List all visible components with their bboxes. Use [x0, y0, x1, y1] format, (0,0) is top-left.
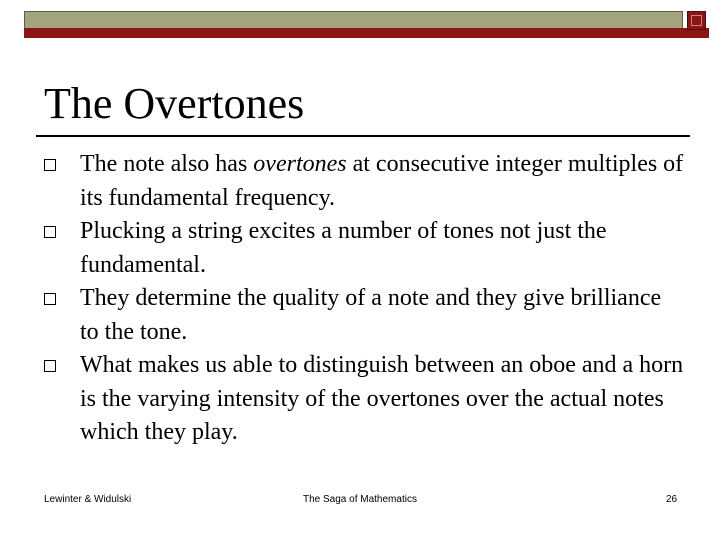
hollow-square-bullet-icon	[44, 360, 56, 372]
header-corner-square-icon	[687, 11, 706, 30]
bullet-text: Plucking a string excites a number of tones not just the fundamental.	[80, 218, 607, 278]
bullet-emphasis: overtones	[253, 151, 347, 177]
bullet-item	[44, 282, 684, 349]
title-divider	[36, 135, 690, 137]
hollow-square-bullet-icon	[44, 159, 56, 171]
footer-authors: Lewinter & Widulski	[44, 494, 132, 505]
header-decoration-maroon-bar	[24, 28, 709, 38]
bullet-item	[44, 349, 684, 450]
bullet-text: The note also has	[80, 151, 254, 177]
footer-book-title: The Saga of Mathematics	[303, 494, 417, 505]
slide-title: The Overtones	[44, 79, 305, 128]
hollow-square-bullet-icon	[44, 293, 56, 305]
hollow-square-bullet-icon	[44, 226, 56, 238]
bullet-text: What makes us able to distinguish between an oboe and a horn is the varying intensity of the overtones over the actual notes which they play.	[80, 352, 684, 445]
bullet-text-tail: at consecutive integer multiples of its fundamental frequency.	[80, 151, 684, 211]
bullet-item	[44, 215, 684, 282]
bullet-list	[44, 148, 684, 450]
bullet-text: They determine the quality of a note and they give brilliance to the tone.	[80, 285, 662, 345]
footer-page-number: 26	[666, 494, 678, 505]
bullet-item	[44, 148, 684, 215]
